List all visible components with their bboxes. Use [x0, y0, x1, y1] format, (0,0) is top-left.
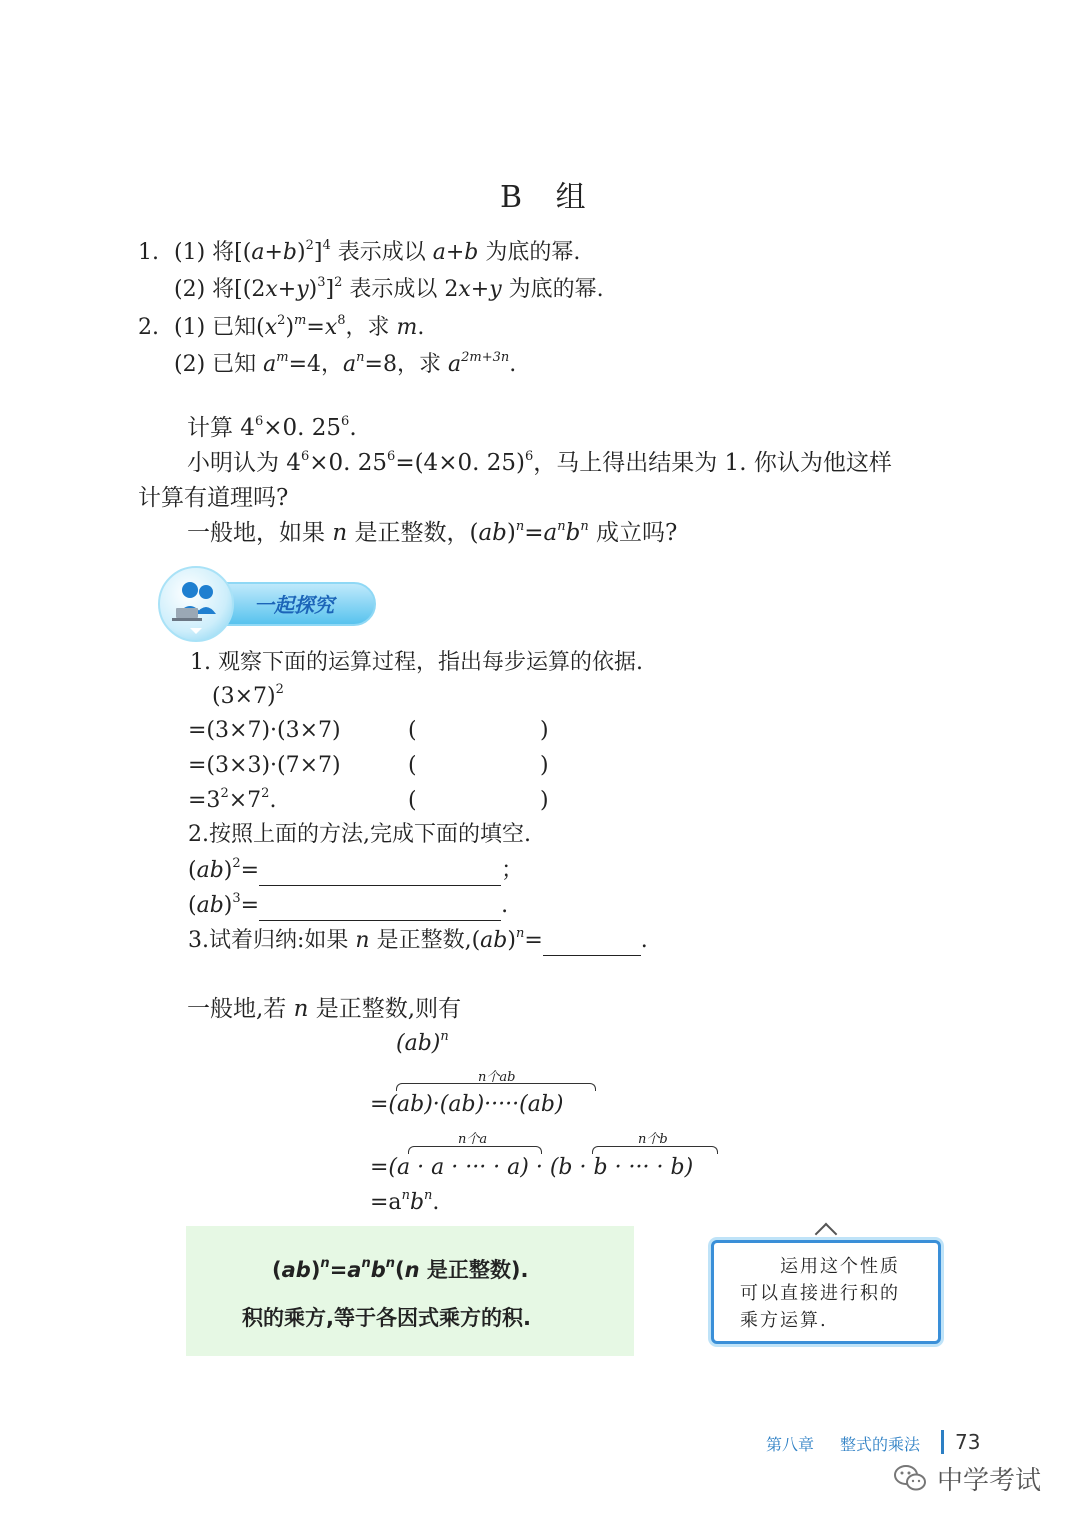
derivation-line-1: =(ab)·(ab)·····(ab) [370, 1092, 564, 1117]
rule-box [186, 1226, 634, 1356]
fill-line-1: (ab)$^2$= ； [188, 856, 523, 886]
explore-step-1: 1. 观察下面的运算过程，指出每步运算的依据. [190, 650, 643, 675]
intro-line-3: 计算有道理吗? [138, 485, 289, 511]
rule-formula: $(ab)^n=a^nb^n(n$ 是正整数). [272, 1256, 529, 1282]
reason-open-3: ( [408, 788, 417, 813]
derivation-line-2: =(a · a · ··· · a) · (b · b · ··· · b) [370, 1155, 694, 1180]
exercise-1b: (2) 将$[(2x+y)^3]^2$ 表示成以 2x+y 为底的幂. [174, 275, 604, 302]
exercise-2-number: 2. [138, 315, 159, 340]
reason-close-3: ) [540, 788, 549, 813]
footer-title: 整式的乘法 [840, 1435, 921, 1454]
reason-open-2: ( [408, 753, 417, 778]
calc-line-3: $=3^2\times 7^2$. [188, 786, 277, 813]
fill-blank-2[interactable] [259, 896, 501, 921]
explore-step-2: 2.按照上面的方法,完成下面的填空. [188, 822, 531, 847]
derivation-line-0: (ab)$^n$ [396, 1029, 449, 1056]
note-line-2: 可以直接进行积的 [740, 1283, 900, 1304]
people-computer-icon [160, 568, 232, 640]
brace-label-n-ab: n个ab [478, 1070, 516, 1085]
fill-blank-1[interactable] [259, 861, 501, 886]
calc-line-2: =(3×3)·(7×7) [188, 753, 341, 778]
derivation-lead: 一般地,若 n 是正整数,则有 [187, 996, 462, 1022]
calc-line-0: $(3\times 7)^2$ [212, 682, 284, 709]
explore-step-3: 3.试着归纳:如果 n 是正整数,(ab)$^n$= . [188, 926, 648, 956]
derivation-line-3: $=a^nb^n$. [370, 1188, 440, 1215]
note-line-3: 乘方运算. [740, 1310, 828, 1331]
reason-open-1: ( [408, 718, 417, 743]
reason-close-2: ) [540, 753, 549, 778]
watermark-text: 中学考试 [937, 1466, 1042, 1496]
footer-chapter: 第八章 [766, 1435, 815, 1454]
exercise-2b: (2) 已知 $a^m=4$，$a^n=8$，求 $a^{2m+3n}$. [174, 350, 517, 377]
wechat-icon [893, 1463, 927, 1493]
intro-line-2: 小明认为 $4^6\times 0$. $25^6=(4\times 0$. 25)$^6$，马上得出结果为 1. 你认为他这样 [187, 449, 892, 476]
rule-statement: 积的乘方,等于各因式乘方的积. [242, 1306, 531, 1330]
exercise-1-number: 1. [138, 240, 159, 265]
intro-line-1: 计算 $4^6\times 0$. $25^6$. [187, 414, 357, 441]
note-box [711, 1240, 941, 1344]
exercise-1a: (1) 将$[(a+b)^2]^4$ 表示成以 a+b 为底的幂. [174, 238, 581, 265]
explore-badge-label: 一起探究 [254, 593, 334, 617]
section-title: B 组 [500, 180, 598, 215]
intro-line-4: 一般地，如果 n 是正整数，$(ab)^n=a^nb^n$ 成立吗? [187, 519, 678, 546]
exercise-2a: (1) 已知$(x^2)^m=x^8$，求 m. [174, 313, 425, 340]
footer-divider [941, 1430, 944, 1454]
fill-line-2: (ab)$^3$= . [188, 891, 508, 921]
brace-label-n-b: n个b [638, 1132, 668, 1147]
brace-label-n-a: n个a [458, 1132, 488, 1147]
reason-close-1: ) [540, 718, 549, 743]
fill-blank-3[interactable] [543, 931, 641, 956]
note-line-1: 运用这个性质 [780, 1256, 900, 1277]
page-number: 73 [955, 1430, 981, 1454]
explore-badge [138, 566, 374, 640]
calc-line-1: =(3×7)·(3×7) [188, 718, 341, 743]
explore-badge-circle [158, 566, 234, 642]
